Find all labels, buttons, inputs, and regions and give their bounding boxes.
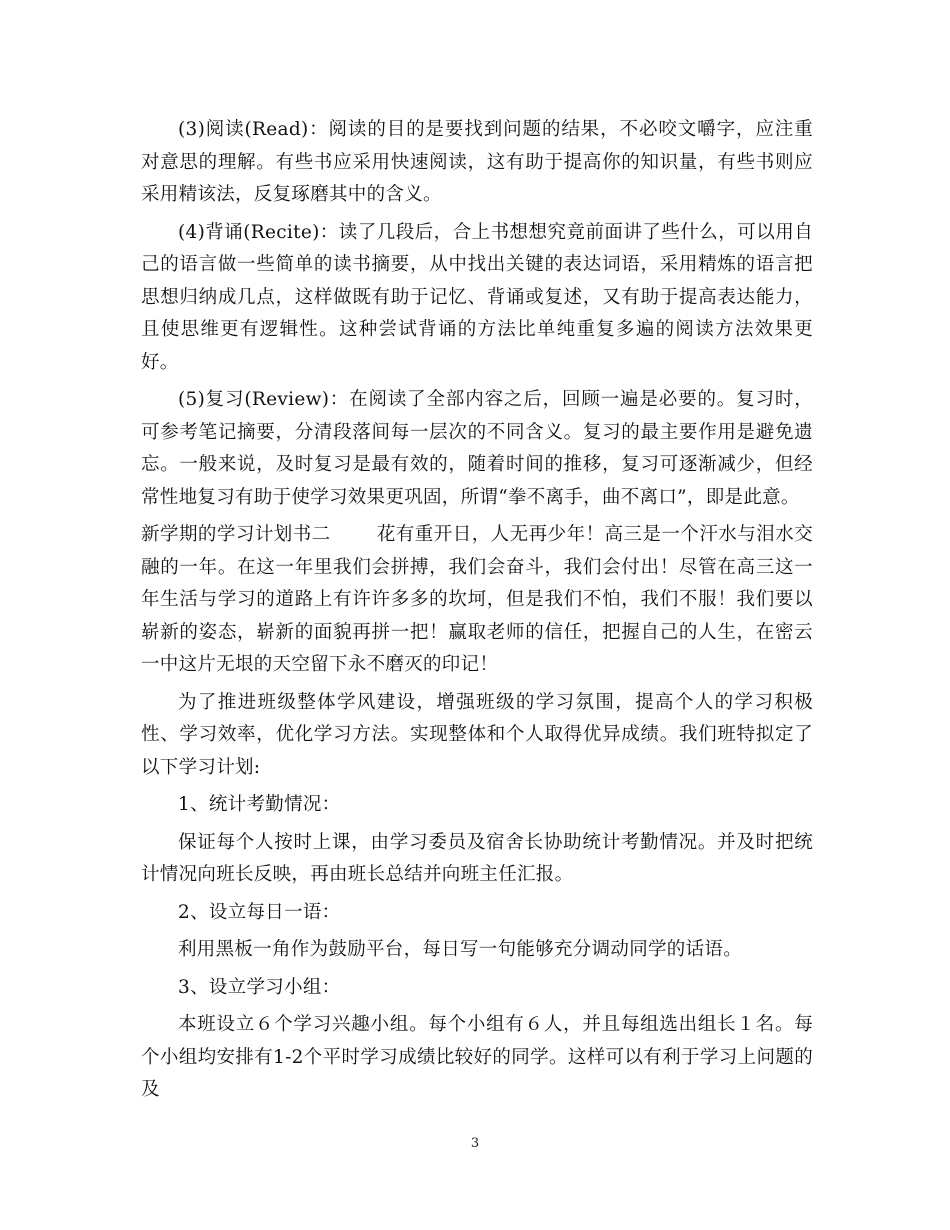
section-title: 新学期的学习计划书二 bbox=[141, 524, 331, 545]
paragraph-read: (3)阅读(Read)：阅读的目的是要找到问题的结果，不必咬文嚼字，应注重对意思的理解。有些书应采用快速阅读，这有助于提高你的知识量，有些书则应采用精该法，反复琢磨其中的含义。 bbox=[141, 119, 813, 205]
item-1-body: 保证每个人按时上课，由学习委员及宿舍长协助统计考勤情况。并及时把统计情况向班长反映，再由班长总结并向班主任汇报。 bbox=[141, 831, 813, 885]
item-3-body: 本班设立６个学习兴趣小组。每个小组有６人，并且每组选出组长１名。每个小组均安排有1-2个平时学习成绩比较好的同学。这样可以有利于学习上问题的及 bbox=[141, 1014, 813, 1100]
section-paragraph bbox=[141, 519, 813, 682]
intro-paragraph: 为了推进班级整体学风建设，增强班级的学习氛围，提高个人的学习积极性、学习效率，优化学习方法。实现整体和个人取得优异成绩。我们班特拟定了以下学习计划: bbox=[141, 691, 813, 778]
page-number: 3 bbox=[470, 1136, 480, 1151]
paragraph-review: (5)复习(Review)：在阅读了全部内容之后，回顾一遍是必要的。复习时，可参考笔记摘要，分清段落间每一层次的不同含义。复习的最主要作用是避免遗忘。一般来说，及时复习是最有效的，随着时间的推移，复习可逐渐减少，但经常性地复习有助于使学习效果更巩固，所谓“拳不离手，曲不离口”，即是此意。 bbox=[141, 389, 813, 508]
section-text: 花有重开日，人无再少年！高三是一个汗水与泪水交融的一年。在这一年里我们会拼搏，我们会奋斗，我们会付出！尽管在高三这一年生活与学习的道路上有许许多多的坎坷，但是我们不怕，我们不服！我们要以崭新的姿态，崭新的面貌再拼一把！赢取老师的信任，把握自己的人生，在密云一中这片无垠的天空留下永不磨灭的印记！ bbox=[141, 524, 813, 675]
item-1-heading: 1、统计考勤情况： bbox=[178, 794, 341, 815]
paragraph-recite: (4)背诵(Recite)：读了几段后，合上书想想究竟前面讲了些什么，可以用自己的语言做一些简单的读书摘要，从中找出关键的表达词语，采用精炼的语言把思想归纳成几点，这样做既有助于记忆、背诵或复述，又有助于提高表达能力，且使思维更有逻辑性。这种尝试背诵的方法比单纯重复多遍的阅读方法效果更好。 bbox=[141, 221, 813, 373]
item-2-heading: 2、设立每日一语： bbox=[178, 901, 341, 923]
item-3-heading: 3、设立学习小组： bbox=[178, 976, 341, 998]
document-body bbox=[141, 114, 813, 1112]
item-2-body: 利用黑板一角作为鼓励平台，每日写一句能够充分调动同学的话语。 bbox=[178, 939, 743, 960]
